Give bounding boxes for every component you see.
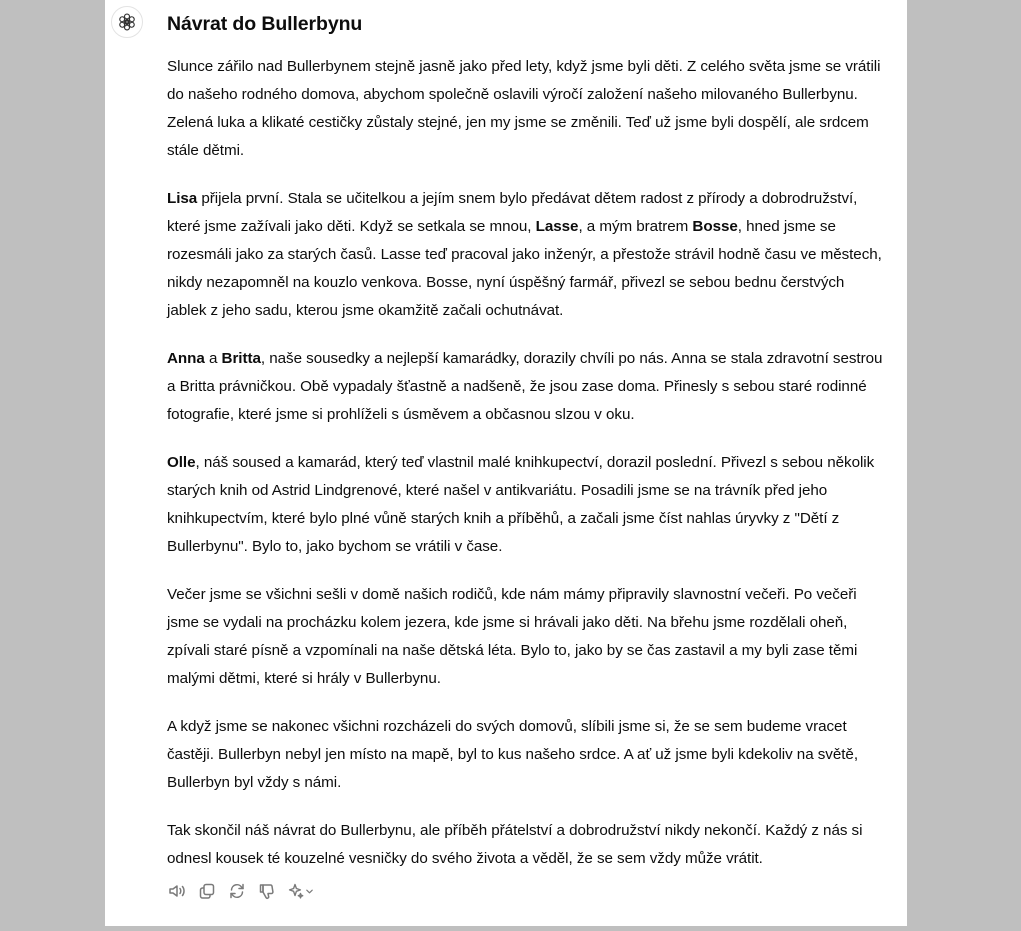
paragraph-4: Olle, náš soused a kamarád, který teď vlastnil malé knihkupectví, dorazil poslední. Přivezl s sebou několik starých knih od Astrid Lindgrenové, které našel v antikvariátu. Posadili jsme se na trávník před jeho knihkupectvím, které bylo plné vůně starých knih a příběhů, a začali jsme číst nahlas úryvky z "Dětí z Bullerbynu". Bylo to, jako bychom se vrátili v čase.: [167, 454, 875, 555]
name-lasse: Lasse: [535, 218, 579, 235]
chevron-down-icon: [305, 887, 314, 896]
assistant-message: [167, 10, 883, 893]
read-aloud-button[interactable]: [165, 880, 189, 902]
change-model-button[interactable]: [285, 880, 315, 902]
paragraph-1: Slunce zářilo nad Bullerbynem stejně jasně jako před lety, když jsme byli děti. Z celého světa jsme se vrátili do našeho rodného domova, abychom společně oslavili výročí založení našeho milovaného Bullerbynu. Zelená luka a klikaté cestičky zůstaly stejné, jen my jsme se změnili. Teď už jsme byli dospělí, ale srdcem stále dětmi.: [167, 58, 881, 159]
regenerate-icon: [228, 882, 246, 900]
name-bosse: Bosse: [692, 218, 738, 235]
copy-button[interactable]: [195, 880, 219, 902]
paragraph-7: Tak skončil náš návrat do Bullerbynu, ale příběh přátelství a dobrodružství nikdy nekončí. Každý z nás si odnesl kousek té kouzelné vesničky do svého života a věděl, že se sem vždy může vrátit.: [167, 822, 863, 867]
copy-icon: [198, 882, 216, 900]
name-olle: Olle: [167, 454, 196, 471]
paragraph-2: Lisa přijela první. Stala se učitelkou a jejím snem bylo předávat dětem radost z přírody a dobrodružství, které jsme zažívali jako děti. Když se setkala se mnou, Lasse, a mým bratrem Bosse, hned jsme se rozesmáli jako za starých časů. Lasse teď pracoval jako inženýr, a přestože strávil hodně času ve městech, nikdy nezapomněl na kouzlo venkova. Bosse, nyní úspěšný farmář, přivezl se sebou bednu čerstvých jablek z jeho sadu, kterou jsme okamžitě začali ochutnávat.: [167, 190, 882, 319]
paragraph-6: A když jsme se nakonec všichni rozcházeli do svých domovů, slíbili jsme si, že se sem budeme vracet častěji. Bullerbyn nebyl jen místo na mapě, byl to kus našeho srdce. A ať už jsme byli kdekoliv na světě, Bullerbyn byl vždy s námi.: [167, 718, 858, 791]
name-anna: Anna: [167, 350, 205, 367]
name-britta: Britta: [221, 350, 261, 367]
chat-page: [105, 0, 907, 926]
speaker-icon: [168, 882, 186, 900]
message-title: Návrat do Bullerbynu: [167, 13, 363, 35]
assistant-avatar: [111, 6, 143, 38]
paragraph-3: Anna a Britta, naše sousedky a nejlepší kamarádky, dorazily chvíli po nás. Anna se stala zdravotní sestrou a Britta právničkou. Obě vypadaly šťastně a nadšeně, že jsou zase doma. Přinesly s sebou staré rodinné fotografie, které jsme si prohlíželi s úsměvem a občasnou slzou v oku.: [167, 350, 883, 423]
sparkle-model-icon: [287, 882, 305, 900]
paragraph-5: Večer jsme se všichni sešli v domě našich rodičů, kde nám mámy připravily slavnostní večeři. Po večeři jsme se vydali na procházku kolem jezera, kde jsme si hrávali jako děti. Na břehu jsme rozdělali oheň, zpívali staré písně a vzpomínali na naše dětská léta. Bylo to, jako by se čas zastavil a my byli zase těmi malými dětmi, které si hrály v Bullerbynu.: [167, 586, 858, 687]
regenerate-button[interactable]: [225, 880, 249, 902]
thumbs-down-button[interactable]: [255, 880, 279, 902]
thumbs-down-icon: [258, 882, 276, 900]
openai-logo-icon: [117, 12, 137, 32]
message-actions: [165, 880, 315, 902]
name-lisa: Lisa: [167, 190, 198, 207]
